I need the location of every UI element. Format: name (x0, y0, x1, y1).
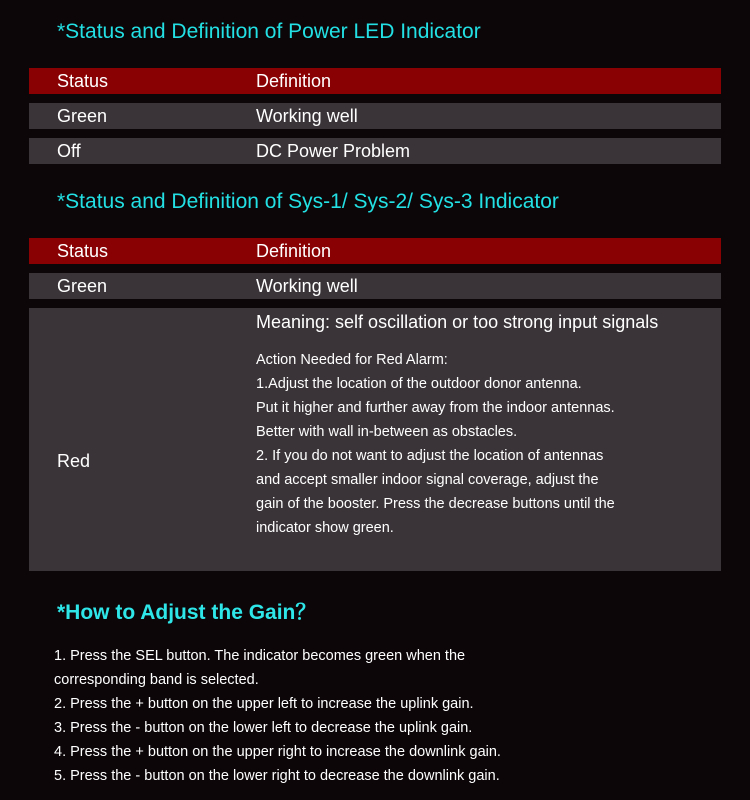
power-table-header (29, 68, 721, 94)
red-meaning: Meaning: self oscillation or too strong input signals (256, 312, 659, 332)
row-definition: Working well (256, 106, 358, 126)
row-status: Off (57, 141, 81, 161)
step-line: 4. Press the + button on the upper right to increase the downlink gain. (54, 744, 501, 760)
row-status: Green (57, 106, 108, 126)
table-row (29, 273, 721, 299)
row-status: Red (57, 451, 91, 471)
header-definition: Definition (256, 71, 332, 91)
red-status-row (29, 308, 721, 571)
step-line: 5. Press the - button on the lower right to decrease the downlink gain. (54, 768, 500, 784)
step-line: 3. Press the - button on the lower left to decrease the uplink gain. (54, 720, 473, 736)
power-led-title: *Status and Definition of Power LED Indicator (57, 20, 481, 43)
table-row (29, 103, 721, 129)
sys-indicator-title: *Status and Definition of Sys-1/ Sys-2/ Sys-3 Indicator (57, 190, 559, 213)
action-line: Action Needed for Red Alarm: (256, 352, 448, 368)
header-definition: Definition (256, 241, 332, 261)
header-status: Status (57, 241, 109, 261)
red-action-text (256, 348, 615, 540)
header-status: Status (57, 71, 109, 91)
action-line: Put it higher and further away from the indoor antennas. (256, 400, 615, 416)
step-line: 2. Press the + button on the upper left to increase the uplink gain. (54, 696, 474, 712)
row-status: Green (57, 276, 108, 296)
action-line: gain of the booster. Press the decrease buttons until the (256, 496, 615, 512)
step-line: 1. Press the SEL button. The indicator becomes green when the (54, 648, 466, 664)
action-line: and accept smaller indoor signal coverage, adjust the (256, 472, 599, 488)
gain-title: *How to Adjust the Gain？ (57, 601, 317, 624)
gain-steps (54, 644, 501, 788)
row-definition: DC Power Problem (256, 141, 411, 161)
action-line: indicator show green. (256, 520, 394, 536)
action-line: Better with wall in-between as obstacles. (256, 424, 518, 440)
step-line: corresponding band is selected. (54, 672, 259, 688)
action-line: 2. If you do not want to adjust the location of antennas (256, 448, 604, 464)
sys-table-header (29, 238, 721, 264)
action-line: 1.Adjust the location of the outdoor donor antenna. (256, 376, 582, 392)
table-row (29, 138, 721, 164)
row-definition: Working well (256, 276, 358, 296)
